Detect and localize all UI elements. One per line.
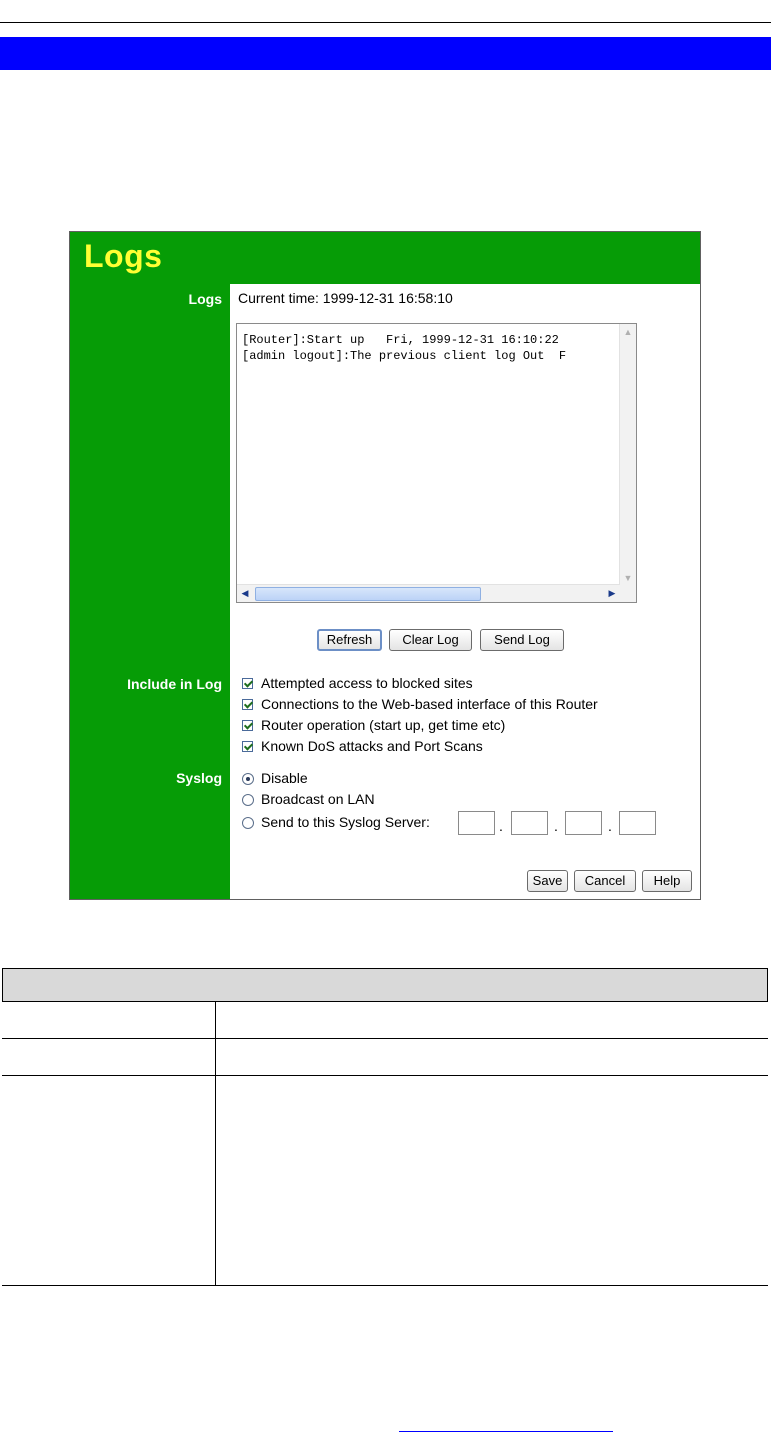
ip-separator: . xyxy=(608,818,612,834)
include-option-label: Router operation (start up, get time etc) xyxy=(261,717,506,733)
table-row xyxy=(2,1039,768,1076)
scrollbar-corner xyxy=(620,585,636,602)
syslog-ip-octet-3[interactable] xyxy=(565,811,602,835)
ip-separator: . xyxy=(499,818,503,834)
refresh-button[interactable]: Refresh xyxy=(317,629,382,651)
clear-log-button[interactable]: Clear Log xyxy=(389,629,472,651)
scroll-thumb[interactable] xyxy=(255,587,481,601)
ip-separator: . xyxy=(554,818,558,834)
logs-panel xyxy=(69,231,701,900)
log-lines xyxy=(242,332,566,364)
save-button[interactable]: Save xyxy=(527,870,568,892)
vertical-scrollbar[interactable] xyxy=(619,324,636,586)
log-textarea[interactable] xyxy=(236,323,637,603)
scroll-down-icon[interactable]: ▼ xyxy=(623,573,633,583)
syslog-option-label: Broadcast on LAN xyxy=(261,791,375,807)
horizontal-scrollbar[interactable] xyxy=(237,584,620,602)
log-line: [Router]:Start up Fri, 1999-12-31 16:10:22 xyxy=(242,333,559,347)
scroll-up-icon[interactable]: ▲ xyxy=(623,327,633,337)
table-header xyxy=(2,968,768,1002)
syslog-label: Syslog xyxy=(176,770,222,786)
link-underline[interactable] xyxy=(399,1431,613,1432)
section-header-bar xyxy=(0,37,771,70)
top-rule xyxy=(0,22,771,23)
syslog-ip-octet-1[interactable] xyxy=(458,811,495,835)
table-row xyxy=(2,1002,768,1039)
send-log-button[interactable]: Send Log xyxy=(480,629,564,651)
table-column-divider xyxy=(215,1002,216,1286)
panel-title: Logs xyxy=(84,238,163,274)
include-option-label: Connections to the Web-based interface of this Router xyxy=(261,696,598,712)
cancel-button[interactable]: Cancel xyxy=(574,870,636,892)
logs-label: Logs xyxy=(188,291,222,307)
scroll-right-icon[interactable]: ▶ xyxy=(608,588,616,598)
panel-header xyxy=(70,232,700,284)
radio-button[interactable] xyxy=(242,794,254,806)
current-time: Current time: 1999-12-31 16:58:10 xyxy=(238,290,453,306)
syslog-option-label: Disable xyxy=(261,770,308,786)
syslog-ip-octet-4[interactable] xyxy=(619,811,656,835)
include-option-label: Known DoS attacks and Port Scans xyxy=(261,738,483,754)
settings-table xyxy=(2,968,768,1286)
scroll-left-icon[interactable]: ◀ xyxy=(241,588,249,598)
include-option-label: Attempted access to blocked sites xyxy=(261,675,473,691)
label-column xyxy=(70,284,230,899)
checkbox[interactable] xyxy=(242,678,253,689)
radio-button[interactable] xyxy=(242,773,254,785)
log-line: [admin logout]:The previous client log Out F xyxy=(242,349,567,363)
checkbox[interactable] xyxy=(242,741,253,752)
syslog-ip-octet-2[interactable] xyxy=(511,811,548,835)
syslog-option-label: Send to this Syslog Server: xyxy=(261,814,430,830)
checkbox[interactable] xyxy=(242,699,253,710)
table-row xyxy=(2,1076,768,1286)
help-button[interactable]: Help xyxy=(642,870,692,892)
include-in-log-label: Include in Log xyxy=(127,676,222,692)
radio-button[interactable] xyxy=(242,817,254,829)
checkbox[interactable] xyxy=(242,720,253,731)
